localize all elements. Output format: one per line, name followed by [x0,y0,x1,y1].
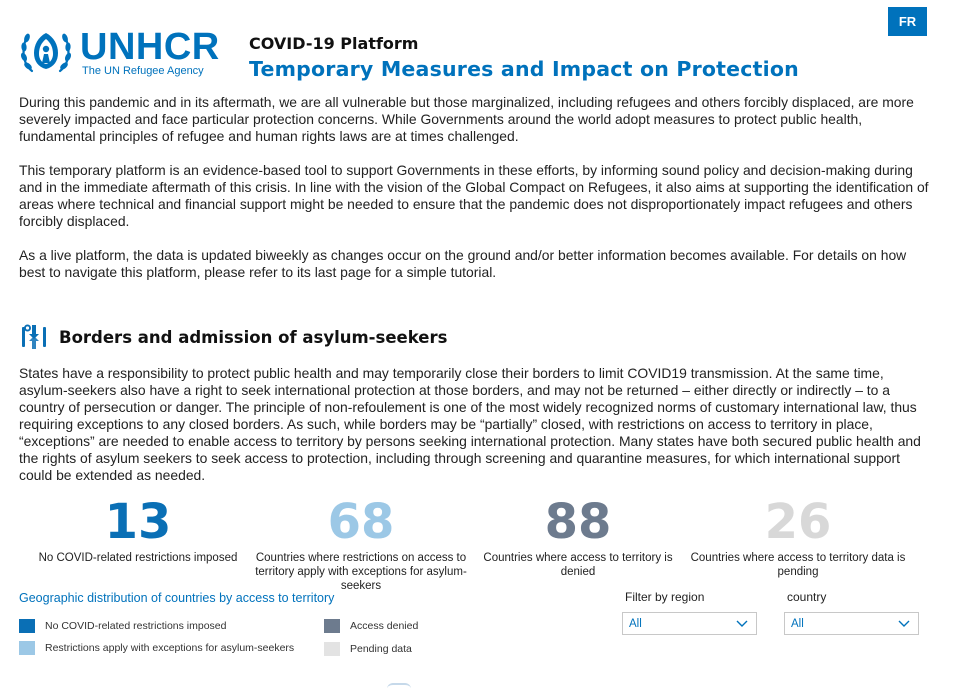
platform-title: COVID-19 Platform [249,34,419,53]
kpi-value: 68 [327,494,395,550]
kpi-value: 26 [764,494,832,550]
intro-paragraph-1: During this pandemic and in its aftermath, we are all vulnerable but those marginalized, including refugees and others forcibly displaced, are more severely impacted and face particular protection concerns. While Governments around the world adopt measures to protect public health, fundamental principles of refugee and human rights laws are at times challenged. [19,94,914,144]
section-title: Borders and admission of asylum-seekers [59,328,448,347]
legend-label: No COVID-related restrictions imposed [45,620,227,632]
kpi-label: Countries where restrictions on access to territory apply with exceptions for asylum-seekers [255,552,467,592]
kpi-no-restrictions [28,494,248,565]
legend-item-pending [324,642,412,656]
section-paragraph: States have a responsibility to protect public health and may temporarily close their borders to limit COVID19 transmission. At the same time, asylum-seekers also have a right to seek international protection at those borders, and may not be returned – either directly or indirectly – to a country of persecution or danger. The principle of non-refoulement is one of the most widely recognized norms of customary international law, thus requiring exceptions to any closed borders. As such, while borders may be “partially” closed, with restrictions on access to territory in place, “exceptions” are needed to enable access to territory by persons seeking international protection. Many states have both secured public health and the rights of asylum seekers to seek access to protection, including through screening and quarantine measures, for which international support could be extended as needed. [19,365,921,483]
country-filter-value: All [791,617,804,630]
intro-paragraph-2: This temporary platform is an evidence-based tool to support Governments in these efforts, by informing sound policy and decision-making during and in the immediate aftermath of this crisis. In line with the vision of the Global Compact on Refugees, it also aims at supporting the identification of areas where technical and financial support might be needed to ensure that the pandemic does not disproportionately impact refugees and others forcibly displaced. [19,162,929,229]
legend-item-access-denied [324,619,418,633]
map-loading-indicator [387,683,411,688]
legend-swatch [19,619,35,633]
chevron-down-icon [898,620,910,628]
logo-tagline: The UN Refugee Agency [82,65,204,77]
kpi-value: 88 [544,494,612,550]
region-filter-dropdown[interactable] [622,612,757,635]
legend-swatch [324,619,340,633]
unhcr-emblem-icon [18,27,74,75]
kpi-label: Countries where access to territory is denied [483,552,673,578]
legend-label: Restrictions apply with exceptions for asylum-seekers [45,642,295,654]
legend-label: Access denied [350,620,419,632]
logo-wordmark: UNHCR [80,26,220,68]
kpi-data-pending [688,494,908,579]
chevron-down-icon [736,620,748,628]
legend-label: Pending data [350,643,412,655]
intro-paragraph-3: As a live platform, the data is updated biweekly as changes occur on the ground and/or better information becomes available. For details on how best to navigate this platform, please refer to its last page for a simple tutorial. [19,247,907,280]
unhcr-logo [18,27,223,79]
kpi-restrictions-with-exceptions [251,494,471,593]
page-title: Temporary Measures and Impact on Protection [249,57,799,81]
country-filter-label: country [787,590,827,604]
legend-swatch [324,642,340,656]
border-gate-icon [19,322,49,352]
kpi-label: Countries where access to territory data is pending [690,552,906,578]
legend-item-restrictions-exceptions [19,641,294,655]
language-toggle-button[interactable]: FR [888,7,927,36]
region-filter-value: All [629,617,642,630]
map-title: Geographic distribution of countries by access to territory [19,591,335,605]
kpi-value: 13 [104,494,172,550]
legend-swatch [19,641,35,655]
region-filter-label: Filter by region [625,590,705,604]
legend-item-no-restrictions [19,619,226,633]
kpi-label: No COVID-related restrictions imposed [38,552,238,564]
country-filter-dropdown[interactable] [784,612,919,635]
kpi-access-denied [468,494,688,579]
